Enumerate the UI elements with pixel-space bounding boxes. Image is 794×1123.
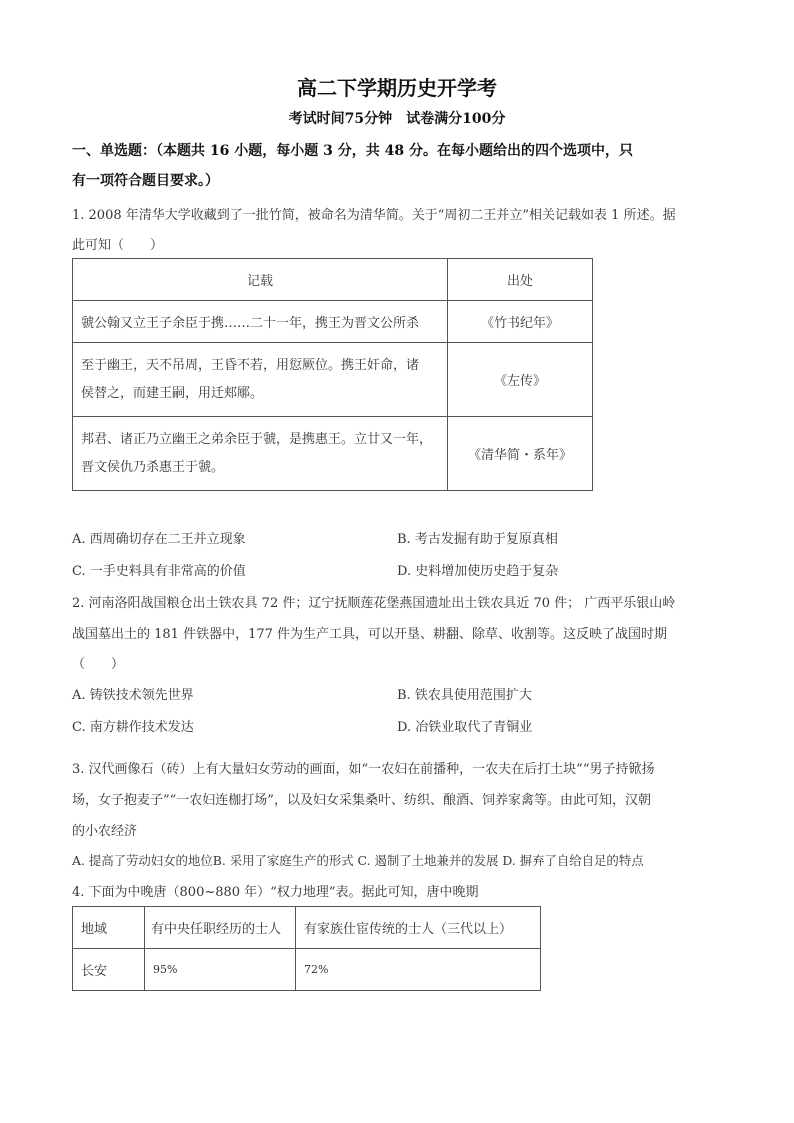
q2-stem-line2: 战国墓出土的 181 件铁器中，177 件为生产工具，可以开垦、耕翻、除草、收割等。这反映了战国时期 [72,627,668,642]
table-cell: 《竹书纪年》 [448,301,593,343]
q1-table-header-source: 出处 [448,259,593,301]
table-cell: 72% [296,949,541,991]
q4-table-header-region: 地域 [73,907,145,949]
section-heading-line1: 一、单选题：（本题共 16 小题，每小题 3 分，共 48 分。在每小题给出的四个选项中，只 [72,143,633,159]
table-cell: 《清华简・系年》 [448,417,593,491]
page-title: 高二下学期历史开学考 [297,76,497,100]
section-heading-line2: 有一项符合题目要求。） [72,173,219,189]
table-cell: 邦君、诸正乃立幽王之弟余臣于虢，是携惠王。立廿又一年， 晋文侯仇乃杀惠王于虢。 [73,417,448,491]
table-row [73,417,593,491]
table-cell: 95% [145,949,296,991]
q2-option-d: D. 冶铁业取代了青铜业 [397,720,533,735]
q4-table [72,906,541,991]
table-row [73,301,593,343]
table-cell: 《左传》 [448,343,593,417]
q2-stem-line3: （ ） [72,657,125,672]
q2-option-a: A. 铸铁技术领先世界 [72,688,194,703]
table-row [73,343,593,417]
table-row [73,949,541,991]
q1-stem-line2: 此可知（ ） [72,238,164,253]
q1-option-c: C. 一手史料具有非常高的价值 [72,564,246,579]
q2-option-c: C. 南方耕作技术发达 [72,720,194,735]
q1-table [72,258,593,491]
q1-option-a: A. 西周确切存在二王并立现象 [72,532,246,547]
q4-table-header-family: 有家族仕宦传统的士人（三代以上） [296,907,541,949]
q3-stem-line2: 场，女子抱麦子”“一农妇连枷打场”，以及妇女采集桑叶、纺织、酿酒、饲养家禽等。由此可知，汉朝 [72,793,651,808]
q1-stem-line1: 1. 2008 年清华大学收藏到了一批竹简，被命名为清华简。关于“周初二王并立”相关记载如表 1 所述。据 [72,208,676,223]
table-cell: 长安 [73,949,145,991]
q1-option-b: B. 考古发掘有助于复原真相 [397,532,558,547]
q2-stem-line1: 2. 河南洛阳战国粮仓出土铁农具 72 件；辽宁抚顺莲花堡燕国遗址出土铁农具近 70 件； 广西平乐银山岭 [72,596,676,611]
q4-stem-line1: 4. 下面为中晚唐（800~880 年）“权力地理”表。据此可知，唐中晚期 [72,885,479,900]
table-cell: 至于幽王，天不吊周，王昏不若，用愆厥位。携王奸命，诸 侯替之，而建王嗣，用迁郏鄏。 [73,343,448,417]
q3-stem-line1: 3. 汉代画像石（砖）上有大量妇女劳动的画面，如“一农妇在前播种，一农夫在后打土块”“男子持锨扬 [72,762,655,777]
q3-stem-line3: 的小农经济 [72,824,138,839]
q1-option-d: D. 史料增加使历史趋于复杂 [397,564,559,579]
q3-options: A. 提高了劳动妇女的地位B. 采用了家庭生产的形式 C. 遏制了土地兼并的发展 D. 摒弃了自给自足的特点 [72,853,644,868]
q2-option-b: B. 铁农具使用范围扩大 [397,688,532,703]
table-cell: 虢公翰又立王子余臣于携……二十一年，携王为晋文公所杀 [73,301,448,343]
q1-table-header-record: 记载 [73,259,448,301]
q4-table-header-central: 有中央任职经历的士人 [145,907,296,949]
exam-info: 考试时间75分钟 试卷满分100分 [288,111,506,127]
